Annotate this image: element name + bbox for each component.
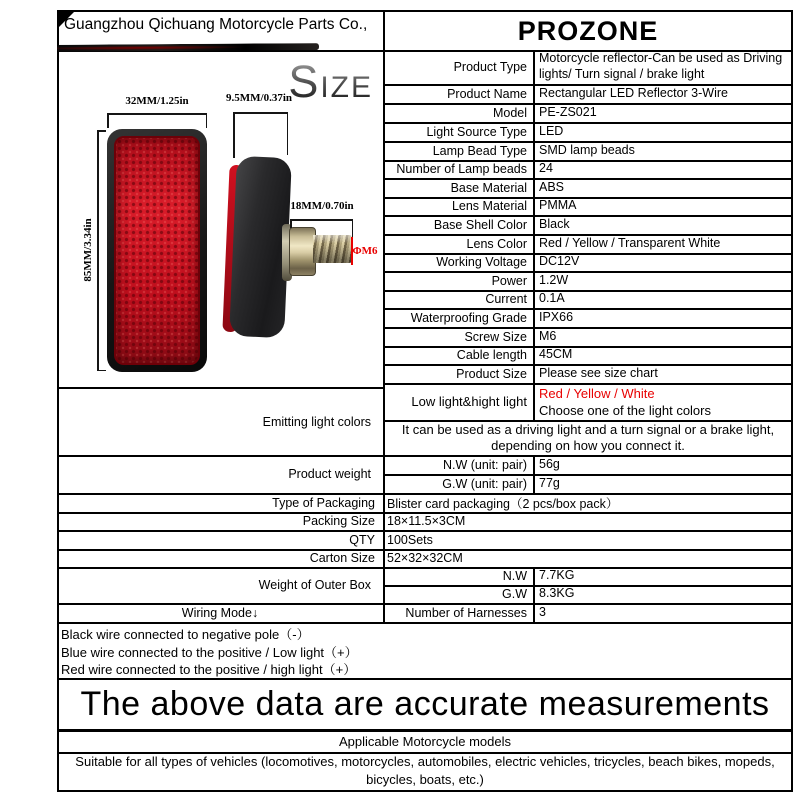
accuracy-statement: The above data are accurate measurements [80,684,770,723]
spec-row [385,346,791,364]
usage-note: It can be used as a driving light and a turn signal or a brake light, depending on how you connect it. [401,421,775,453]
dim-line [97,370,106,372]
spec-label: Cable length [456,348,527,362]
dim-line [287,112,289,155]
dim-line [290,219,353,221]
packaging-row [57,512,791,530]
spec-label: Product Type [453,60,527,74]
weight-label: G.W (unit: pair) [442,476,527,491]
low-light-row [385,383,791,420]
spec-label: Lens Material [451,199,527,213]
dim-line [233,112,235,158]
light-color-options: Red / Yellow / White [539,385,655,401]
packaging-row [57,549,791,567]
emitting-colors-label: Emitting light colors [262,415,371,429]
spec-label: Waterproofing Grade [410,310,527,325]
packaging-value: Blister card packaging（2 pcs/box pack） [387,496,619,511]
spec-row [385,327,791,346]
dim-line [206,113,208,128]
applicable-models-value: Suitable for all types of vehicles (locomotives, motorcycles, automobiles, electric vehicles, tricycles, beach bikes, mopeds, bicycles, boats, etc.) [75,754,775,787]
spec-label: Power [491,273,527,288]
light-color-note: Choose one of the light colors [539,402,711,418]
spec-label: Working Voltage [436,255,527,269]
spec-value: 45CM [539,347,573,362]
spec-value: Red / Yellow / Transparent White [539,235,721,250]
bolt-nut [289,227,316,276]
spec-row [385,308,791,327]
spec-label: Lamp Bead Type [432,143,527,158]
packaging-label: QTY [349,532,375,547]
reflector-front-view [107,129,207,372]
harness-label: Number of Harnesses [405,605,527,620]
spec-label: Model [492,105,527,120]
spec-label: Base Material [450,180,527,195]
weight-row [385,474,791,493]
spec-row [385,364,791,383]
spec-label: Base Shell Color [433,217,527,232]
spec-row [385,253,791,271]
low-light-label: Low light&hight light [411,394,527,409]
outer-box-row-value: 7.7KG [539,568,575,583]
spec-value: IPX66 [539,309,574,324]
dim-line [107,113,109,128]
divider [791,10,793,792]
packaging-label: Type of Packaging [272,495,375,510]
weight-label: N.W (unit: pair) [442,457,527,472]
applicable-models-title: Applicable Motorcycle models [339,733,511,749]
spec-label: Product Size [456,366,527,381]
weight-value: 56g [539,456,560,471]
spec-value: PE-ZS021 [539,104,597,119]
dim-bolt-label: 18MM/0.70in [290,200,354,212]
spec-value: Please see size chart [539,365,658,380]
spec-row [385,141,791,160]
spec-value: ABS [539,179,565,194]
spec-row [385,197,791,215]
spec-value: Black [539,216,570,231]
packaging-value: 52×32×32CM [387,551,463,565]
product-weight-label: Product weight [288,467,371,481]
dim-line [233,112,288,114]
dim-line [290,219,292,228]
wiring-note: Red wire connected to the positive / high light（+） [61,662,357,677]
spec-label: Current [485,292,527,306]
packaging-label: Carton Size [309,551,375,565]
outer-box-row [385,585,791,603]
dim-line [352,219,354,237]
spec-row [385,234,791,253]
packaging-label: Packing Size [302,514,375,528]
weight-value: 77g [539,475,560,490]
dim-height-label: 85MM/3.34in [82,218,94,282]
spec-value: M6 [539,328,557,343]
dim-width-label: 32MM/1.25in [125,95,189,107]
harness-row [385,603,791,622]
spec-value: Motorcycle reflector-Can be used as Driving lights/ Turn signal / brake light [539,51,783,81]
spec-value: DC12V [539,254,580,269]
spec-row [385,84,791,103]
spec-row [385,178,791,197]
spec-value: PMMA [539,198,577,213]
wiring-note: Black wire connected to negative pole（-） [61,627,310,642]
spec-row [385,103,791,122]
divider [57,790,793,792]
wiring-mode-label: Wiring Mode↓ [181,605,259,620]
spec-row [385,122,791,141]
dim-line [97,130,106,132]
outer-box-label: Weight of Outer Box [258,578,371,592]
spec-label: Light Source Type [426,124,527,139]
wiring-notes [61,626,771,679]
bolt-thread-label: ΦM6 [352,245,378,257]
harness-value: 3 [539,604,546,619]
spec-row [385,271,791,290]
size-chart-panel [57,52,383,385]
outer-box-row-label: G.W [502,587,527,601]
spec-value: 0.1A [539,291,565,306]
dim-line [107,113,207,115]
spec-value: 1.2W [539,272,569,287]
outer-box-row [385,567,791,585]
packaging-row [57,530,791,549]
spec-value: 24 [539,161,553,176]
packaging-value: 18×11.5×3CM [387,514,466,528]
dim-thickness-label: 9.5MM/0.37in [226,92,292,104]
spec-label: Product Name [447,86,527,101]
weight-row [385,455,791,474]
spec-row [385,50,791,84]
spec-row [385,290,791,308]
wiring-note: Blue wire connected to the positive / Low light（+） [61,644,358,660]
spec-label: Lens Color [466,236,527,251]
spec-value: Rectangular LED Reflector 3-Wire [539,85,728,100]
spec-row [385,160,791,178]
spec-value: SMD lamp beads [539,142,635,157]
spec-label: Screw Size [464,329,527,344]
brand-title: PROZONE [517,15,659,46]
spec-label: Number of Lamp beads [396,162,527,176]
spec-value: LED [539,123,564,138]
outer-box-row-label: N.W [502,569,527,583]
size-title: SIZE [288,56,373,107]
packaging-row [57,493,791,512]
outer-box-row-value: 8.3KG [539,586,575,601]
packaging-value: 100Sets [387,532,433,547]
company-name: Guangzhou Qichuang Motorcycle Parts Co., [64,16,368,33]
spec-row [385,215,791,234]
reflector-lens [114,136,200,365]
divider [57,622,793,624]
